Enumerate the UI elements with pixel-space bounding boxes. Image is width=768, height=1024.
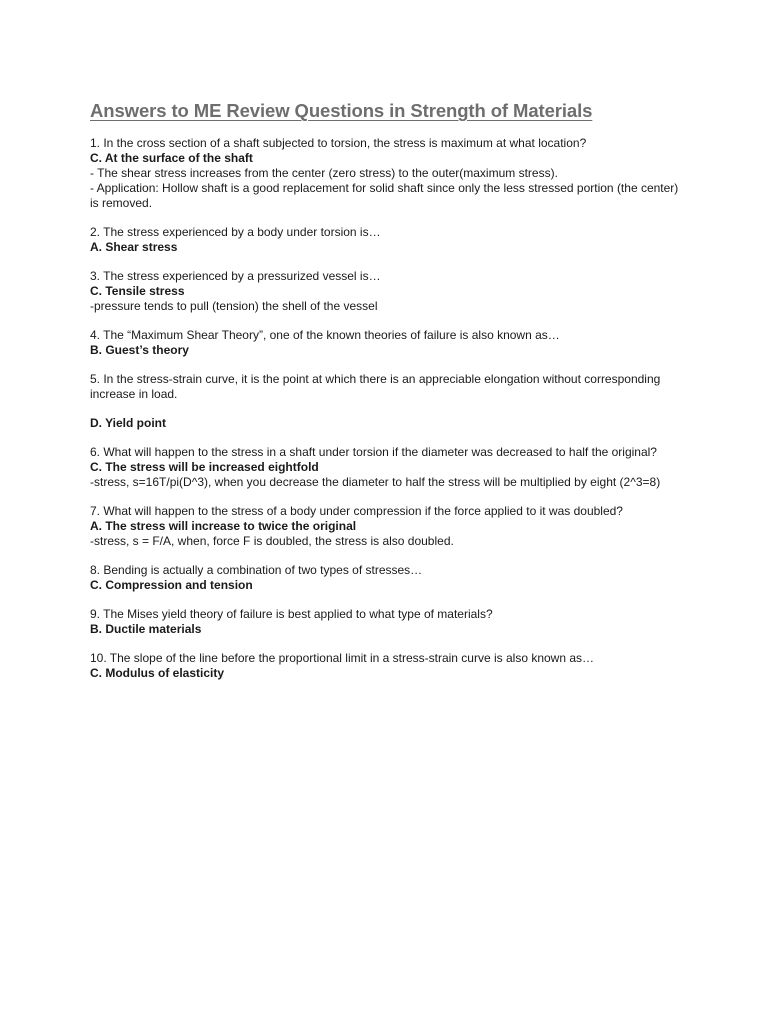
qa-item-2 bbox=[90, 225, 680, 255]
question-text: 10. The slope of the line before the proportional limit in a stress-strain curve is also known as… bbox=[90, 651, 595, 665]
question-text: 8. Bending is actually a combination of two types of stresses… bbox=[90, 563, 423, 577]
qa-item-7 bbox=[90, 504, 680, 549]
spacer bbox=[90, 402, 680, 416]
qa-item-10 bbox=[90, 651, 680, 681]
qa-item-3 bbox=[90, 269, 680, 314]
document-title: Answers to ME Review Questions in Strength of Materials bbox=[90, 100, 593, 121]
question-text: 3. The stress experienced by a pressurized vessel is… bbox=[90, 269, 381, 283]
question-text: 7. What will happen to the stress of a body under compression if the force applied to it was doubled? bbox=[90, 504, 623, 518]
answer-text: C. Compression and tension bbox=[90, 578, 253, 592]
document-page bbox=[90, 100, 680, 695]
qa-item-6 bbox=[90, 445, 680, 490]
answer-text: A. Shear stress bbox=[90, 240, 178, 254]
answer-text: B. Ductile materials bbox=[90, 622, 202, 636]
answer-text: C. At the surface of the shaft bbox=[90, 151, 253, 165]
qa-item-4 bbox=[90, 328, 680, 358]
explanation-text: - The shear stress increases from the center (zero stress) to the outer(maximum stress). bbox=[90, 166, 558, 180]
question-text: 4. The “Maximum Shear Theory”, one of the known theories of failure is also known as… bbox=[90, 328, 560, 342]
answer-text: D. Yield point bbox=[90, 416, 167, 430]
question-text: 1. In the cross section of a shaft subjected to torsion, the stress is maximum at what location? bbox=[90, 136, 587, 150]
explanation-text: - Application: Hollow shaft is a good replacement for solid shaft since only the less stressed portion (the center) is removed. bbox=[90, 181, 679, 210]
answer-text: B. Guest’s theory bbox=[90, 343, 189, 357]
qa-item-5 bbox=[90, 372, 680, 431]
explanation-text: -stress, s=16T/pi(D^3), when you decrease the diameter to half the stress will be multiplied by eight (2^3=8) bbox=[90, 475, 661, 489]
qa-item-1 bbox=[90, 136, 680, 211]
question-text: 6. What will happen to the stress in a shaft under torsion if the diameter was decreased to half the original? bbox=[90, 445, 657, 459]
answer-text: C. Tensile stress bbox=[90, 284, 185, 298]
answer-text: C. The stress will be increased eightfold bbox=[90, 460, 319, 474]
question-text: 5. In the stress-strain curve, it is the point at which there is an appreciable elongation without corresponding increase in load. bbox=[90, 372, 661, 401]
explanation-text: -pressure tends to pull (tension) the shell of the vessel bbox=[90, 299, 378, 313]
answer-text: C. Modulus of elasticity bbox=[90, 666, 225, 680]
question-text: 9. The Mises yield theory of failure is best applied to what type of materials? bbox=[90, 607, 493, 621]
question-text: 2. The stress experienced by a body under torsion is… bbox=[90, 225, 381, 239]
qa-item-8 bbox=[90, 563, 680, 593]
answer-text: A. The stress will increase to twice the original bbox=[90, 519, 357, 533]
qa-item-9 bbox=[90, 607, 680, 637]
explanation-text: -stress, s = F/A, when, force F is doubled, the stress is also doubled. bbox=[90, 534, 454, 548]
